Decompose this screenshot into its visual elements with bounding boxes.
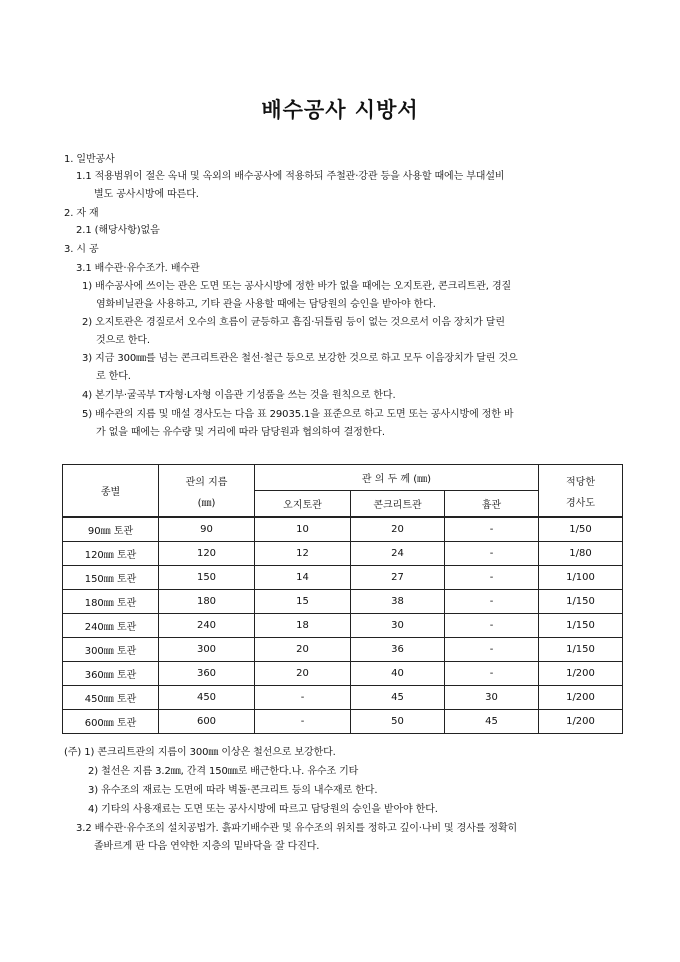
cell-ojito: 18: [255, 614, 351, 638]
note-2: 2) 철선은 지름 3.2㎜, 간격 150㎜로 배근한다.나. 유수조 기타: [88, 766, 359, 777]
cell-slope: 1/150: [539, 590, 623, 614]
section-1-1-line2: 별도 공사시방에 따른다.: [94, 189, 199, 200]
item-1-line2: 염화비닐관을 사용하고, 기타 관을 사용할 때에는 담당원의 승인을 받아야 한다.: [96, 299, 436, 310]
cell-type: 120㎜ 토관: [63, 542, 159, 566]
header-slope-line1: 적당한: [566, 476, 595, 488]
item-5-line1: 5) 배수관의 지름 및 매설 경사도는 다음 표 29035.1을 표준으로 하고 도면 또는 공사시방에 정한 바: [82, 409, 514, 420]
cell-hume: 30: [445, 686, 539, 710]
cell-concrete: 30: [351, 614, 445, 638]
cell-diameter: 90: [159, 517, 255, 542]
cell-concrete: 27: [351, 566, 445, 590]
cell-diameter: 450: [159, 686, 255, 710]
table-row: [63, 590, 623, 614]
section-3-1: 3.1 배수관·유수조가. 배수관: [76, 263, 200, 274]
section-1-1-line1: 1.1 적용범위이 절은 옥내 및 옥외의 배수공사에 적용하되 주철관·강관 등을 사용할 때에는 부대설비: [76, 171, 505, 182]
cell-hume: -: [445, 638, 539, 662]
table-row: [63, 542, 623, 566]
item-1-line1: 1) 배수공사에 쓰이는 관은 도면 또는 공사시방에 정한 바가 없을 때에는 오지토관, 콘크리트관, 경질: [82, 281, 512, 292]
header-hume: 흄관: [445, 491, 539, 518]
cell-slope: 1/200: [539, 686, 623, 710]
section-2-heading: 2. 자 재: [64, 208, 99, 219]
header-diameter-unit: (㎜): [197, 497, 216, 509]
item-3-line1: 3) 지금 300㎜를 넘는 콘크리트관은 철선·철근 등으로 보강한 것으로 하고 모두 이음장치가 달린 것으: [82, 353, 518, 364]
cell-hume: -: [445, 517, 539, 542]
cell-slope: 1/100: [539, 566, 623, 590]
header-concrete: 콘크리트관: [351, 491, 445, 518]
cell-ojito: -: [255, 686, 351, 710]
cell-slope: 1/200: [539, 662, 623, 686]
table-row: [63, 638, 623, 662]
document-title: 배수공사 시방서: [261, 98, 419, 122]
item-2-line1: 2) 오지토관은 경질로서 오수의 흐름이 균등하고 흠집·뒤틀림 등이 없는 것으로서 이음 장치가 달린: [82, 317, 505, 328]
cell-hume: -: [445, 590, 539, 614]
cell-diameter: 240: [159, 614, 255, 638]
header-slope-line2: 경사도: [566, 497, 595, 509]
table-row: [63, 710, 623, 734]
cell-concrete: 50: [351, 710, 445, 734]
cell-diameter: 300: [159, 638, 255, 662]
note-4: 4) 기타의 사용재료는 도면 또는 공사시방에 따르고 담당원의 승인을 받아야 한다.: [88, 804, 438, 815]
cell-type: 240㎜ 토관: [63, 614, 159, 638]
header-diameter: [159, 465, 255, 518]
item-5-line2: 가 없을 때에는 유수량 및 거리에 따라 담당원과 협의하여 결정한다.: [96, 427, 385, 438]
note-1: (주) 1) 콘크리트관의 지름이 300㎜ 이상은 철선으로 보강한다.: [64, 747, 336, 758]
cell-slope: 1/50: [539, 517, 623, 542]
table-row: [63, 614, 623, 638]
table-row: [63, 662, 623, 686]
header-diameter-label: 관의 지름: [185, 476, 228, 488]
cell-type: 150㎜ 토관: [63, 566, 159, 590]
note-3: 3) 유수조의 재료는 도면에 따라 벽돌·콘크리트 등의 내수재로 한다.: [88, 785, 378, 796]
cell-type: 600㎜ 토관: [63, 710, 159, 734]
header-type: 종별: [63, 465, 159, 518]
cell-diameter: 150: [159, 566, 255, 590]
cell-ojito: 10: [255, 517, 351, 542]
cell-hume: -: [445, 662, 539, 686]
section-3-heading: 3. 시 공: [64, 244, 99, 255]
cell-concrete: 40: [351, 662, 445, 686]
table-row: [63, 686, 623, 710]
cell-diameter: 180: [159, 590, 255, 614]
item-4: 4) 본기부·굴곡부 T자형·L자형 이음관 기성품을 쓰는 것을 원칙으로 한다.: [82, 390, 396, 401]
header-thickness: 관 의 두 께 (㎜): [255, 465, 539, 491]
cell-hume: -: [445, 566, 539, 590]
section-3-2-line1: 3.2 배수관·유수조의 설치공법가. 흙파기배수관 및 유수조의 위치를 정하고 깊이·나비 및 경사를 정확히: [76, 823, 518, 834]
cell-diameter: 600: [159, 710, 255, 734]
section-1-heading: 1. 일반공사: [64, 154, 115, 165]
cell-slope: 1/150: [539, 614, 623, 638]
cell-concrete: 24: [351, 542, 445, 566]
cell-slope: 1/80: [539, 542, 623, 566]
cell-hume: -: [445, 542, 539, 566]
section-3-2-line2: 졸바르게 판 다음 연약한 지층의 밑바닥을 잘 다진다.: [94, 841, 320, 852]
cell-ojito: 12: [255, 542, 351, 566]
cell-diameter: 360: [159, 662, 255, 686]
section-2-1: 2.1 (해당사항)없음: [76, 225, 160, 236]
item-3-line2: 로 한다.: [96, 371, 131, 382]
header-slope: [539, 465, 623, 518]
cell-concrete: 20: [351, 517, 445, 542]
cell-type: 300㎜ 토관: [63, 638, 159, 662]
cell-diameter: 120: [159, 542, 255, 566]
cell-concrete: 45: [351, 686, 445, 710]
cell-hume: 45: [445, 710, 539, 734]
item-2-line2: 것으로 한다.: [96, 335, 150, 346]
cell-slope: 1/150: [539, 638, 623, 662]
cell-type: 450㎜ 토관: [63, 686, 159, 710]
cell-ojito: 14: [255, 566, 351, 590]
cell-hume: -: [445, 614, 539, 638]
table-row: [63, 517, 623, 542]
cell-ojito: 20: [255, 662, 351, 686]
cell-type: 90㎜ 토관: [63, 517, 159, 542]
cell-concrete: 38: [351, 590, 445, 614]
cell-ojito: 20: [255, 638, 351, 662]
cell-slope: 1/200: [539, 710, 623, 734]
cell-type: 360㎜ 토관: [63, 662, 159, 686]
cell-ojito: 15: [255, 590, 351, 614]
cell-ojito: -: [255, 710, 351, 734]
pipe-spec-table: [62, 464, 623, 734]
table-row: [63, 566, 623, 590]
header-ojitogwan: 오지토관: [255, 491, 351, 518]
cell-concrete: 36: [351, 638, 445, 662]
cell-type: 180㎜ 토관: [63, 590, 159, 614]
